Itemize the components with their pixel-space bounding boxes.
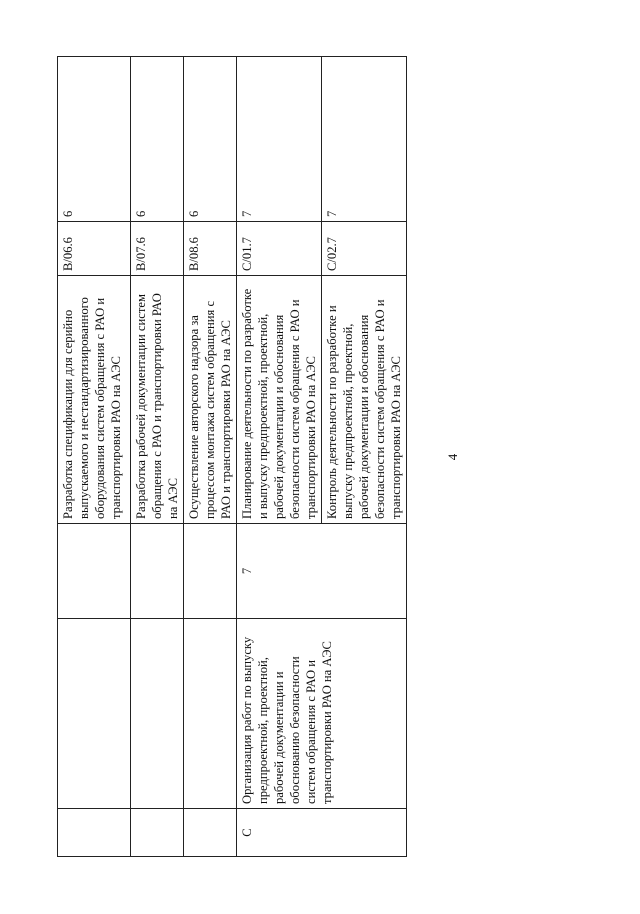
group-level: 7 [237, 524, 407, 619]
function-code: C/02.7 [322, 222, 407, 276]
function-description: Осуществление авторского надзора за процессом монтажа систем обращения с РАО и транспортировки РАО на АЭС [184, 276, 237, 524]
qualification-level: 6 [58, 57, 131, 222]
empty-cell [58, 619, 131, 809]
empty-cell [131, 809, 184, 857]
functions-table [57, 56, 407, 857]
function-description: Контроль деятельности по разработке и выпуску предпроектной, проектной, рабочей документации и обоснования безопасности систем обращения с РАО и транспортировки РАО на АЭС [322, 276, 407, 524]
function-description: Планирование деятельности по разработке и выпуску предпроектной, проектной, рабочей документации и обоснования безопасности систем обращения с РАО и транспортировки РАО на АЭС [237, 276, 322, 524]
function-code: B/06.6 [58, 222, 131, 276]
qualification-level: 6 [184, 57, 237, 222]
table-row [131, 57, 184, 857]
empty-cell [184, 809, 237, 857]
rotated-table-container [57, 57, 403, 857]
function-code: C/01.7 [237, 222, 322, 276]
function-code: B/08.6 [184, 222, 237, 276]
empty-cell [58, 809, 131, 857]
group-name: Организация работ по выпуску предпроектной, проектной, рабочей документации и обоснованию безопасности систем обращения с РАО и транспортировки РАО на АЭС [237, 619, 407, 809]
group-letter: C [237, 809, 407, 857]
qualification-level: 6 [131, 57, 184, 222]
page-number: 4 [445, 453, 460, 461]
function-code: B/07.6 [131, 222, 184, 276]
qualification-level: 7 [237, 57, 322, 222]
empty-cell [184, 619, 237, 809]
empty-cell [184, 524, 237, 619]
function-description: Разработка рабочей документации систем обращения с РАО и транспортировки РАО на АЭС [131, 276, 184, 524]
qualification-level: 7 [322, 57, 407, 222]
empty-cell [58, 524, 131, 619]
empty-cell [131, 619, 184, 809]
empty-cell [131, 524, 184, 619]
table-row [237, 57, 322, 857]
table-row [184, 57, 237, 857]
table-row [58, 57, 131, 857]
function-description: Разработка спецификации для серийно выпускаемого и нестандартизированного оборудования систем обращения с РАО и транспортировки РАО на АЭС [58, 276, 131, 524]
